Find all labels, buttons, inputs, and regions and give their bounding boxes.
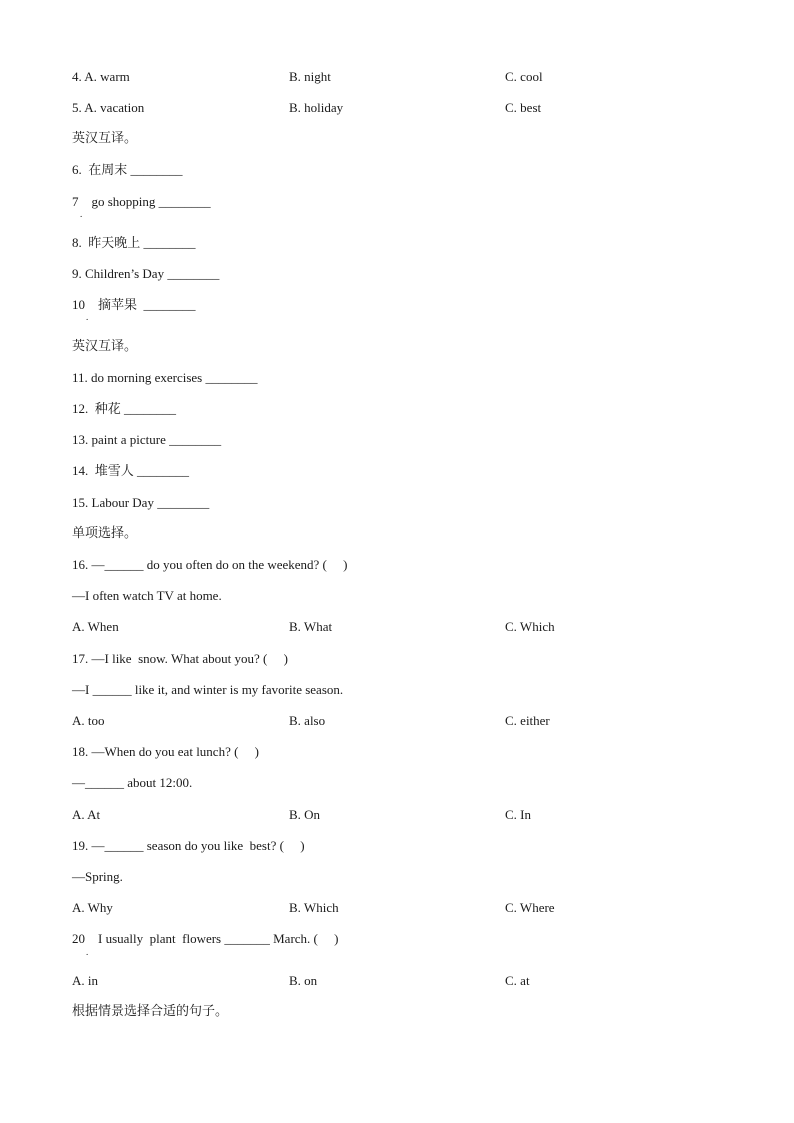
question-16-stem: 16. —______ do you often do on the weekend? ( )	[72, 557, 348, 572]
question-16-reply: —I often watch TV at home.	[72, 588, 222, 603]
section-heading-choice: 单项选择。	[72, 526, 138, 541]
section-heading-translate-1: 英汉互译。	[72, 131, 138, 146]
question-15: 15. Labour Day ________	[72, 495, 210, 510]
q19-option-c: C. Where	[505, 900, 555, 915]
q4-option-b: B. night	[289, 69, 331, 84]
question-20-stem: 20 I usually plant flowers _______ March. ( )	[72, 931, 339, 946]
q19-option-b: B. Which	[289, 900, 339, 915]
question-11: 11. do morning exercises ________	[72, 370, 258, 385]
question-14: 14. 堆雪人 ________	[72, 463, 190, 478]
question-18-reply: —______ about 12:00.	[72, 775, 193, 790]
q20-option-a: A. in	[72, 973, 98, 988]
question-19-reply: —Spring.	[72, 869, 123, 884]
q17-option-c: C. either	[505, 713, 550, 728]
question-7-dot: .	[80, 209, 83, 219]
question-12: 12. 种花 ________	[72, 401, 177, 416]
q20-option-b: B. on	[289, 973, 318, 988]
q17-option-b: B. also	[289, 713, 326, 728]
q17-option-a: A. too	[72, 713, 105, 728]
q19-option-a: A. Why	[72, 900, 113, 915]
question-17-reply: —I ______ like it, and winter is my favorite season.	[72, 682, 344, 697]
q5-option-c: C. best	[505, 100, 542, 115]
q18-option-c: C. In	[505, 807, 531, 822]
question-18-stem: 18. —When do you eat lunch? ( )	[72, 744, 260, 759]
question-19-stem: 19. —______ season do you like best? ( )	[72, 838, 305, 853]
q5-option-b: B. holiday	[289, 100, 344, 115]
question-13: 13. paint a picture ________	[72, 432, 222, 447]
question-10-dot: .	[86, 312, 89, 322]
question-10: 10 摘苹果 ________	[72, 297, 196, 312]
question-9: 9. Children’s Day ________	[72, 266, 220, 281]
q5-option-a: 5. A. vacation	[72, 100, 145, 115]
question-7: 7 go shopping ________	[72, 194, 211, 209]
section-heading-context: 根据情景选择合适的句子。	[72, 1004, 229, 1019]
question-6: 6. 在周末 ________	[72, 162, 183, 177]
section-heading-translate-2: 英汉互译。	[72, 339, 138, 354]
question-20-dot: .	[86, 947, 89, 957]
q20-option-c: C. at	[505, 973, 530, 988]
q16-option-a: A. When	[72, 619, 119, 634]
q18-option-b: B. On	[289, 807, 321, 822]
q18-option-a: A. At	[72, 807, 101, 822]
question-8: 8. 昨天晚上 ________	[72, 235, 196, 250]
question-17-stem: 17. —I like snow. What about you? ( )	[72, 651, 288, 666]
q4-option-c: C. cool	[505, 69, 543, 84]
q16-option-b: B. What	[289, 619, 333, 634]
q4-option-a: 4. A. warm	[72, 69, 130, 84]
q16-option-c: C. Which	[505, 619, 555, 634]
